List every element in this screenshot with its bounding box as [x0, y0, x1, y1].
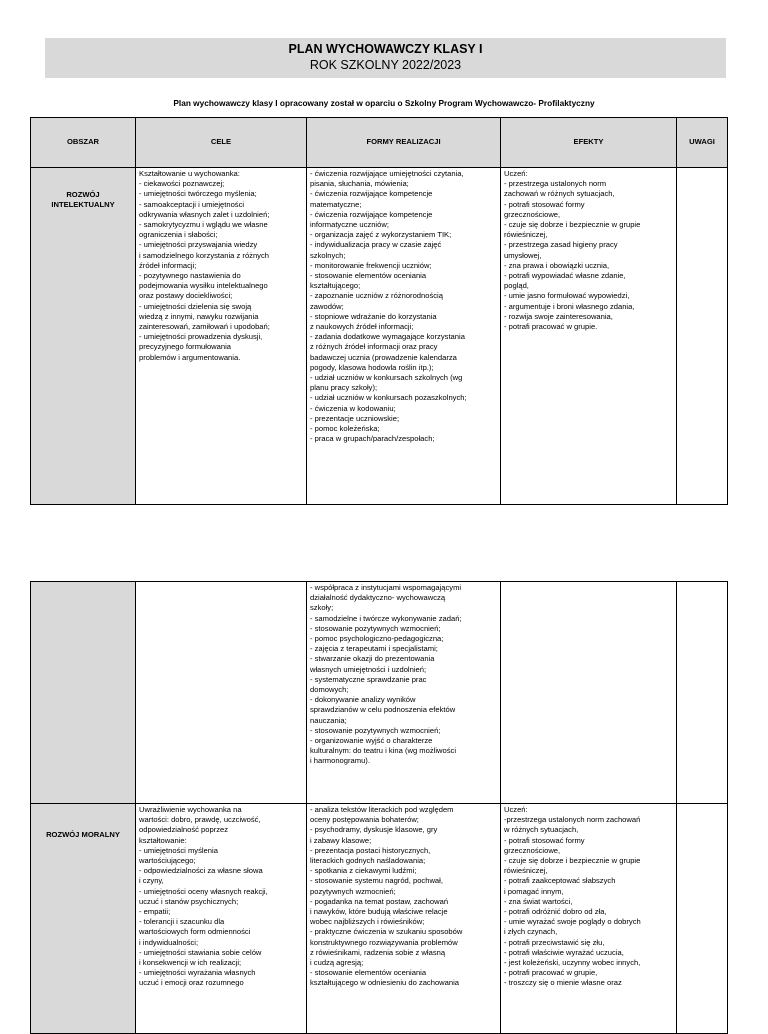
cell-text-line: - umiejętności oceny własnych reakcji, [139, 886, 268, 896]
cell-text-line: - tolerancji i szacunku dla [139, 917, 225, 927]
cell-text-line: kształtującego; [310, 281, 361, 291]
document-title: PLAN WYCHOWAWCZY KLASY I [288, 42, 483, 56]
cell-text-line: problemów i argumentowania. [139, 352, 241, 362]
cell-text-line: - pomoc psychologiczno-pedagogiczna; [310, 634, 444, 644]
cell-text-line: odpowiedzialność poprzez [139, 825, 229, 835]
cell-text-line: - ćwiczenia rozwijające kompetencje [310, 209, 433, 219]
cell-text-line: - empatii; [139, 907, 171, 917]
header-row [31, 118, 728, 168]
cell-text-line: - potrafi pracować w grupie, [504, 968, 598, 978]
plan-table-page2 [30, 581, 728, 1034]
cell-text-line: pozytywnych wzmocnień; [310, 886, 396, 896]
cell-text-line: - ćwiczenia rozwijające umiejętności czytania, [310, 169, 464, 178]
cell-text-line: sprawdzianów w celu podnoszenia efektów [310, 705, 456, 715]
cell-text-line: - potrafi przeciwstawić się złu, [504, 937, 605, 947]
efekty-list [504, 169, 673, 332]
cell-text-line: grzecznościowe, [504, 845, 561, 855]
cell-text-line: - argumentuje i broni własnego zdania, [504, 301, 635, 311]
cell-text-line: pogody, klasowa hodowla roślin itp.); [310, 362, 434, 372]
cell-text-line: kulturalnym: do teatru i kina (wg możliwości [310, 746, 457, 756]
formy-cell [307, 168, 501, 505]
cell-text-line: - praktyczne ćwiczenia w szukaniu sposobów [310, 927, 463, 937]
cell-text-line: wartości: dobro, prawdę, uczciwość, [139, 815, 261, 825]
cell-text-line: - troszczy się o mienie własne oraz [504, 978, 622, 988]
cell-text-line: - spotkania z ciekawymi ludźmi; [310, 866, 417, 876]
table-row [31, 804, 728, 1034]
cell-text-line: - rozwija swoje zainteresowania, [504, 311, 613, 321]
cell-text-line: wiedzą z innymi, nawyku rozwijania [139, 311, 259, 321]
cell-text-line: - pogadanka na temat postaw, zachowań [310, 896, 449, 906]
uwagi-cell [677, 804, 728, 1034]
cell-text-line: - prezentacja postaci historycznych, [310, 845, 431, 855]
cell-text-line: planu pracy szkoły); [310, 383, 378, 393]
cell-text-line: rówieśniczej, [504, 866, 548, 876]
cell-text-line: podejmowania wysiłku intelektualnego [139, 281, 268, 291]
cell-text-line: - ćwiczenia rozwijające kompetencje [310, 189, 433, 199]
cell-text-line: - umiejętności wyrażania własnych [139, 968, 256, 978]
cell-text-line: - prezentacje uczniowskie; [310, 413, 400, 423]
cell-text-line: - ciekawości poznawczej; [139, 179, 225, 189]
cell-text-line: -przestrzega ustalonych norm zachowań [504, 815, 641, 825]
cell-text-line: - organizowanie wyjść o charakterze [310, 736, 433, 746]
column-header-formy: FORMY REALIZACJI [307, 118, 501, 168]
cell-text-line: - stosowanie pozytywnych wzmocnień; [310, 725, 441, 735]
column-header-efekty: EFEKTY [501, 118, 677, 168]
cell-text-line: wartościowych form odmienności [139, 927, 251, 937]
cell-text-line: - stosowanie systemu nagród, pochwał, [310, 876, 443, 886]
cell-text-line: - systematyczne sprawdzanie prac [310, 674, 427, 684]
plan-table-page1 [30, 117, 728, 505]
cell-text-line: domowych; [310, 685, 349, 695]
cell-text-line: wobec najbliższych i rówieśników; [310, 917, 425, 927]
cell-text-line: uczuć i emocji oraz rozumnego [139, 978, 244, 988]
cell-text-line: - stosowanie elementów oceniania [310, 271, 427, 281]
efekty-cell [501, 582, 677, 804]
cell-text-line: - ćwiczenia w kodowaniu; [310, 403, 396, 413]
document-subtitle: ROK SZKOLNY 2022/2023 [309, 58, 462, 72]
cell-text-line: i zabawy klasowe; [310, 835, 372, 845]
cell-text-line: kształtującego w odniesieniu do zachowania [310, 978, 460, 988]
cele-list [139, 169, 303, 363]
cell-text-line: - potrafi pracować w grupie. [504, 322, 598, 332]
cell-text-line: - stopniowe wdrażanie do korzystania [310, 311, 437, 321]
cell-text-line: - samoakceptacji i umiejętności [139, 199, 245, 209]
formy-list [310, 805, 497, 989]
area-cell-continued [31, 582, 136, 804]
cell-text-line: własnych umiejętności i uzdolnień; [310, 664, 427, 674]
cell-text-line: - jest koleżeński, uczynny wobec innych, [504, 958, 641, 968]
document-title-box [45, 38, 726, 78]
cell-text-line: - stwarzanie okazji do prezentowania [310, 654, 435, 664]
cell-text-line: umysłowej, [504, 250, 542, 260]
cell-text-line: w różnych sytuacjach, [504, 825, 579, 835]
formy-cell [307, 582, 501, 804]
cell-text-line: - zapoznanie uczniów z różnorodnością [310, 291, 443, 301]
cell-text-line: literackich godnych naśladowania; [310, 856, 426, 866]
cell-text-line: - współpraca z instytucjami wspomagającymi [310, 583, 462, 592]
cell-text-line: - samokrytycyzmu i wglądu we własne [139, 220, 268, 230]
cell-text-line: - udział uczniów w konkursach szkolnych (wg [310, 373, 463, 383]
cell-text-line: - umiejętności stawiania sobie celów [139, 947, 262, 957]
area-cell-intelektualny: ROZWÓJ INTELEKTUALNY [31, 168, 136, 505]
cell-text-line: - analiza tekstów literackich pod względem [310, 805, 454, 814]
cell-text-line: Uwrażliwienie wychowanka na [139, 805, 242, 814]
cell-text-line: z rówieśnikami, radzenia sobie z własną [310, 947, 446, 957]
cell-text-line: szkoły; [310, 603, 334, 613]
cell-text-line: - czuje się dobrze i bezpiecznie w grupie [504, 856, 641, 866]
formy-list [310, 583, 497, 767]
cell-text-line: i pomagać innym, [504, 886, 564, 896]
formy-list [310, 169, 497, 444]
cell-text-line: - pomoc koleżeńska; [310, 424, 380, 434]
cell-text-line: konstruktywnego rozwiązywania problemów [310, 937, 458, 947]
cell-text-line: z naukowych źródeł informacji; [310, 322, 414, 332]
cell-text-line: badawczej ucznia (prowadzenie kalendarza [310, 352, 457, 362]
cell-text-line: i indywidualności; [139, 937, 199, 947]
cell-text-line: - przestrzega ustalonych norm [504, 179, 607, 189]
table-row [31, 582, 728, 804]
uwagi-cell [677, 582, 728, 804]
cell-text-line: - odpowiedzialności za własne słowa [139, 866, 263, 876]
cell-text-line: - umie jasno formułować wypowiedzi, [504, 291, 630, 301]
column-header-cele: CELE [136, 118, 307, 168]
cell-text-line: - stosowanie pozytywnych wzmocnień; [310, 623, 441, 633]
cell-text-line: i czyny, [139, 876, 164, 886]
cell-text-line: - zna świat wartości, [504, 896, 573, 906]
cell-text-line: - zajęcia z terapeutami i specjalistami; [310, 644, 438, 654]
cell-text-line: - potrafi odróżnić dobro od zła, [504, 907, 607, 917]
cell-text-line: - dokonywanie analizy wyników [310, 695, 416, 705]
cell-text-line: pogląd, [504, 281, 529, 291]
cell-text-line: - pozytywnego nastawienia do [139, 271, 241, 281]
cell-text-line: - przestrzega zasad higieny pracy [504, 240, 618, 250]
cell-text-line: - samodzielne i twórcze wykonywanie zadań; [310, 613, 462, 623]
table-row [31, 168, 728, 505]
cell-text-line: Uczeń: [504, 169, 528, 178]
cell-text-line: szkolnych; [310, 250, 346, 260]
cell-text-line: źródeł informacji; [139, 260, 197, 270]
cell-text-line: zachowań w różnych sytuacjach, [504, 189, 615, 199]
cell-text-line: - czuje się dobrze i bezpiecznie w grupie [504, 220, 641, 230]
cell-text-line: - zadania dodatkowe wymagające korzystania [310, 332, 465, 342]
cele-cell [136, 168, 307, 505]
cell-text-line: wartościującego; [139, 856, 196, 866]
cell-text-line: oceny postępowania bohaterów; [310, 815, 419, 825]
cell-text-line: rówieśniczej, [504, 230, 548, 240]
cell-text-line: - umiejętności przyswajania wiedzy [139, 240, 258, 250]
cell-text-line: ograniczenia i słabości; [139, 230, 218, 240]
cell-text-line: i cudzą agresją; [310, 958, 364, 968]
formy-cell [307, 804, 501, 1034]
cell-text-line: - umiejętności myślenia [139, 845, 218, 855]
uwagi-cell [677, 168, 728, 505]
cell-text-line: informatyczne uczniów; [310, 220, 389, 230]
cell-text-line: zawodów; [310, 301, 344, 311]
cell-text-line: - udział uczniów w konkursach pozaszkolnych; [310, 393, 467, 403]
cell-text-line: - potrafi stosować formy [504, 835, 585, 845]
cell-text-line: - organizacja zajęć z wykorzystaniem TIK; [310, 230, 452, 240]
cele-cell [136, 582, 307, 804]
cell-text-line: - potrafi zaakceptować słabszych [504, 876, 616, 886]
cell-text-line: - umiejętności prowadzenia dyskusji, [139, 332, 263, 342]
cell-text-line: Uczeń: [504, 805, 528, 814]
cell-text-line: i konsekwencji w ich realizacji; [139, 958, 242, 968]
cell-text-line: i samodzielnego korzystania z różnych [139, 250, 269, 260]
cell-text-line: - psychodramy, dyskusje klasowe, gry [310, 825, 438, 835]
cell-text-line: kształtowanie: [139, 835, 187, 845]
cele-cell [136, 804, 307, 1034]
efekty-list [504, 805, 673, 989]
cell-text-line: precyzyjnego formułowania [139, 342, 232, 352]
cell-text-line: - potrafi właściwie wyrażać uczucia, [504, 947, 624, 957]
cell-text-line: pisania, słuchania, mówienia; [310, 179, 409, 189]
area-cell-moralny: ROZWÓJ MORALNY [31, 804, 136, 1034]
cell-text-line: nauczania; [310, 715, 347, 725]
cell-text-line: - umie wyrażać swoje poglądy o dobrych [504, 917, 641, 927]
cell-text-line: i nawyków, które budują właściwe relacje [310, 907, 448, 917]
cell-text-line: grzecznościowe, [504, 209, 561, 219]
cell-text-line: uczuć i stanów psychicznych; [139, 896, 239, 906]
cell-text-line: - praca w grupach/parach/zespołach; [310, 434, 435, 444]
cell-text-line: odkrywania własnych zalet i uzdolnień; [139, 209, 270, 219]
cell-text-line: - zna prawa i obowiązki ucznia, [504, 260, 610, 270]
cell-text-line: - stosowanie elementów oceniania [310, 968, 427, 978]
cell-text-line: - potrafi wypowiadać własne zdanie, [504, 271, 626, 281]
cell-text-line: oraz postawy dociekliwości; [139, 291, 233, 301]
cell-text-line: działalność dydaktyczno- wychowawczą [310, 593, 446, 603]
cell-text-line: - potrafi stosować formy [504, 199, 585, 209]
cell-text-line: matematyczne; [310, 199, 362, 209]
efekty-cell [501, 168, 677, 505]
column-header-obszar: OBSZAR [31, 118, 136, 168]
cell-text-line: i złych czynach, [504, 927, 558, 937]
cell-text-line: - indywidualizacja pracy w czasie zajęć [310, 240, 442, 250]
intro-text: Plan wychowawczy klasy I opracowany został w oparciu o Szkolny Program Wychowawczo- Profilaktyczny [173, 98, 595, 108]
cell-text-line: Kształtowanie u wychowanka: [139, 169, 240, 178]
cell-text-line: zainteresowań, zamiłowań i upodobań; [139, 322, 270, 332]
cell-text-line: i harmonogramu). [310, 756, 370, 766]
efekty-cell [501, 804, 677, 1034]
cele-list [139, 805, 303, 989]
cell-text-line: - umiejętności dzielenia się swoją [139, 301, 252, 311]
cell-text-line: z różnych źródeł informacji oraz pracy [310, 342, 438, 352]
cell-text-line: - monitorowanie frekwencji uczniów; [310, 260, 432, 270]
cell-text-line: - umiejętności twórczego myślenia; [139, 189, 257, 199]
column-header-uwagi: UWAGI [677, 118, 728, 168]
